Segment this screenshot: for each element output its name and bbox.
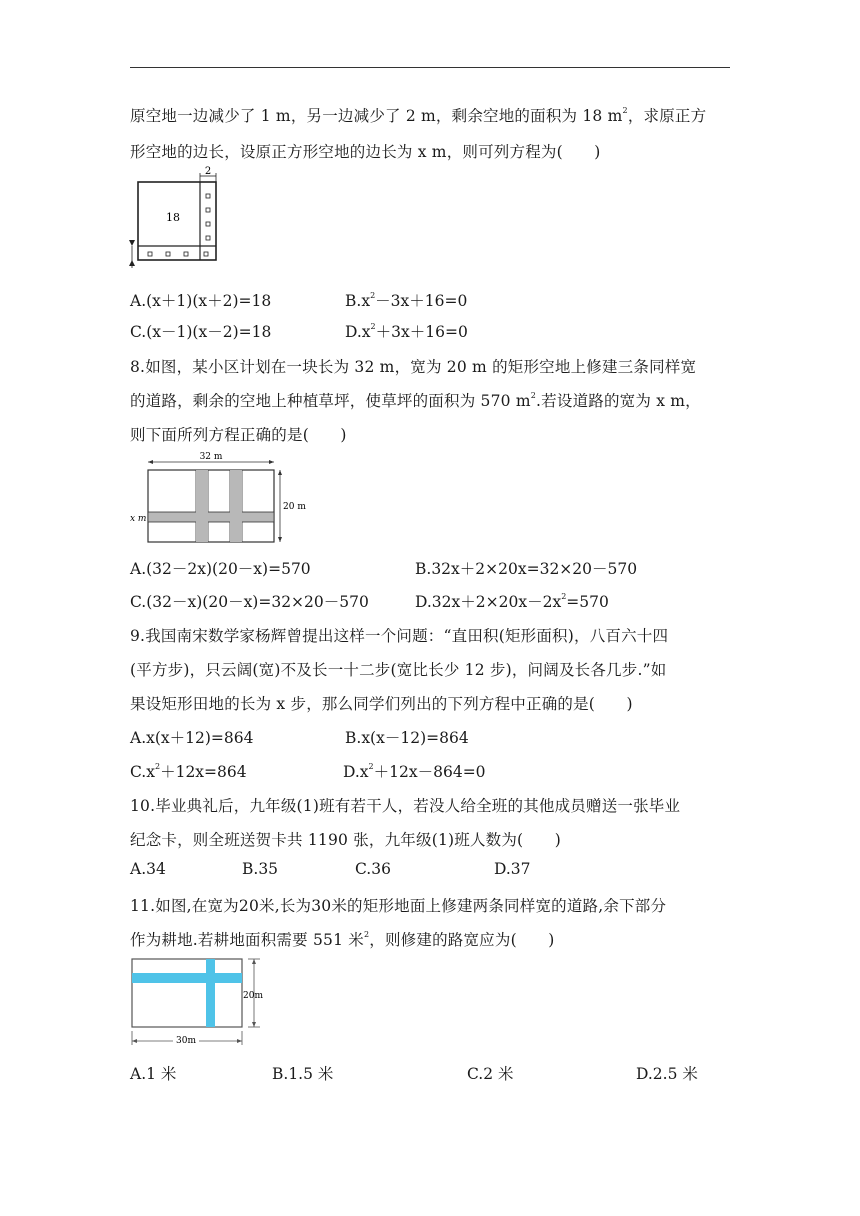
q8-option-a[interactable]: A.(32－2x)(20－x)=570 <box>130 560 311 578</box>
q9-text-line-2: (平方步)，只云阔(宽)不及长一十二步(宽比长少 12 步)，问阔及长各几步.”如 <box>130 661 667 679</box>
header-rule <box>130 67 730 68</box>
q8-option-d[interactable]: $D.32x+2\times 20x-2x^2=570$ <box>415 592 609 611</box>
q11-option-d[interactable]: D.2.5 米 <box>636 1065 698 1083</box>
q7-option-a[interactable]: A.(x＋1)(x＋2)=18 <box>130 292 272 310</box>
q11-side-label: 20m <box>243 991 263 1001</box>
q9-option-a[interactable]: A.x(x＋12)=864 <box>130 729 254 747</box>
q10-text-line-2: 纪念卡，则全班送贺卡共 1190 张，九年级(1)班人数为( ) <box>130 831 561 849</box>
q7-text-line-2: 形空地的边长，设原正方形空地的边长为 x m，则可列方程为( ) <box>130 143 601 161</box>
q8-road-label: x m <box>130 514 147 524</box>
q10-option-a[interactable]: A.34 <box>130 860 166 878</box>
q11-text-line-2: 作为耕地.若耕地面积需要 551 米$^2$，则修建的路宽应为( ) <box>130 930 555 949</box>
q9-text-line-1: 9.我国南宋数学家杨辉曾提出这样一个问题：“直田积(矩形面积)，八百六十四 <box>130 627 669 645</box>
q9-option-b[interactable]: B.x(x－12)=864 <box>345 729 469 747</box>
q8-top-label: 32 m <box>199 452 223 462</box>
q11-option-a[interactable]: A.1 米 <box>130 1065 177 1083</box>
q7-figure <box>128 168 223 274</box>
q10-option-b[interactable]: B.35 <box>242 860 279 878</box>
q7-option-c[interactable]: C.(x－1)(x－2)=18 <box>130 323 272 341</box>
q9-text-line-3: 果设矩形田地的长为 x 步，那么同学们列出的下列方程中正确的是( ) <box>130 695 633 713</box>
q7-text-line-1: 原空地一边减少了 1 m，另一边减少了 2 m，剩余空地的面积为 18 $m^2$，求原正方 <box>130 106 707 125</box>
q11-option-c[interactable]: C.2 米 <box>467 1065 514 1083</box>
q8-text-line-2: 的道路，剩余的空地上种植草坪，使草坪的面积为 570 $m^2$.若设道路的宽为 x m， <box>130 391 701 410</box>
q7-option-d[interactable]: $D.x^2+3x+16=0$ <box>345 322 468 341</box>
q9-option-c[interactable]: $C.x^2+12x=864$ <box>130 762 247 781</box>
q8-option-b[interactable]: B.32x＋2×20x=32×20－570 <box>415 560 638 578</box>
q8-text-line-1: 8.如图，某小区计划在一块长为 32 m，宽为 20 m 的矩形空地上修建三条同样宽 <box>130 358 697 376</box>
q11-bottom-label: 30m <box>176 1036 196 1046</box>
q11-option-b[interactable]: B.1.5 米 <box>272 1065 334 1083</box>
q8-text-line-3: 则下面所列方程正确的是( ) <box>130 426 347 444</box>
q8-side-label: 20 m <box>283 502 306 512</box>
q7-area-label: 18 <box>166 211 180 224</box>
q10-option-c[interactable]: C.36 <box>355 860 391 878</box>
q9-option-d[interactable]: $D.x^2+12x-864=0$ <box>343 762 486 781</box>
q8-option-c[interactable]: C.(32－x)(20－x)=32×20－570 <box>130 593 369 611</box>
q11-figure <box>128 955 268 1050</box>
q10-text-line-1: 10.毕业典礼后，九年级(1)班有若干人，若没人给全班的其他成员赠送一张毕业 <box>130 797 681 815</box>
q7-width-label: 2 <box>204 166 212 177</box>
q11-text-line-1: 11.如图,在宽为20米,长为30米的矩形地面上修建两条同样宽的道路,余下部分 <box>130 897 667 915</box>
q10-option-d[interactable]: D.37 <box>494 860 531 878</box>
q8-figure <box>128 448 308 548</box>
q7-option-b[interactable]: $B.x^2-3x+16=0$ <box>345 291 468 310</box>
